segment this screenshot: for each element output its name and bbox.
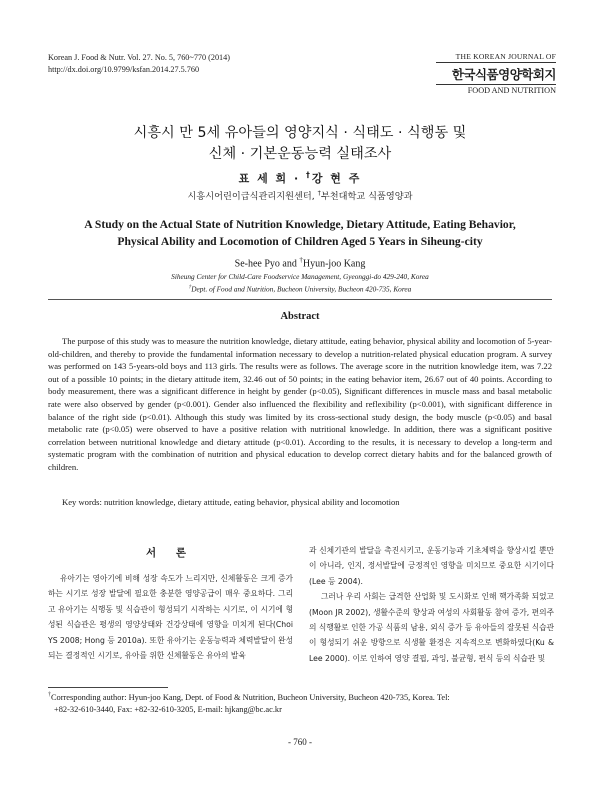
footnote-text-1: Corresponding author: Hyun-joo Kang, Dept. of Food & Nutrition, Bucheon University, Bucheon 420-735, Korea. Tel: [50,692,450,702]
corresponding-mark-en: † [299,256,303,264]
journal-logo [436,52,556,95]
title-en-line1: A Study on the Actual State of Nutrition Knowledge, Dietary Attitude, Eating Behavior, [84,218,516,231]
divider [48,299,552,300]
intro-paragraph-1: 유아기는 영아기에 비해 성장 속도가 느리지만, 신체활동은 크게 증가하는 시기로 성장 발달에 필요한 충분한 영양공급이 매우 중요하다. 그리고 유아기는 식행동 및 식습관이 형성되기 시작하는 시기로, 이 시기에 형성된 식습관은 평생의 영양상태와 건강상태에 영향을 미치게 된다(Choi YS 2008; Hong 등 2010a). 또한 유아기는 운동능력과 체력발달이 완성되는 결정적인 시기로, 유아를 위한 신체활동은 유아의 발육 [48,574,293,661]
right-column [309,543,554,666]
footnote-line2: +82-32-610-3440, Fax: +82-32-610-3205, E-mail: hjkang@bc.ac.kr [54,704,282,714]
journal-en-bottom: FOOD AND NUTRITION [467,86,556,95]
abstract-heading: Abstract [280,311,320,322]
citation-journal: Korean J. Food & Nutr. Vol. 27. No. 5, 760~770 (2014) [48,53,230,62]
affil-en-2: Dept. of Food and Nutrition, Bucheon University, Bucheon 420-735, Korea [191,284,412,294]
footnote-rule [48,687,168,688]
footnote [48,689,552,716]
affiliations-ko [0,188,600,202]
intro-paragraph-1-cont: 과 신체기관의 발달을 촉진시키고, 운동기능과 기초체력을 향상시킬 뿐만이 아니라, 인지, 정서발달에 긍정적인 영향을 미치므로 중요한 시기이다(Lee 등 2004). [309,546,554,586]
footnote-mark: † [48,692,51,698]
corresponding-mark: † [305,170,312,180]
author-en-1: Se-hee Pyo and [234,258,300,270]
title-en-line2: Physical Ability and Locomotion of Children Aged 5 Years in Siheung-city [117,235,483,248]
author-ko-1: 표 세 희 · [238,172,306,185]
affil-ko-1: 시흥시어린이급식관리지원센터, [187,191,318,202]
journal-ko: 한국식품영양학회지 [436,63,556,85]
author-en-2: Hyun-joo Kang [302,258,366,270]
abstract-body: The purpose of this study was to measure the nutrition knowledge, dietary attitude, eating behavior, physical ability and locomotion of 5-year-old-children, and thereby to provide the fundamental information necessary to develop a nutrition-related physical education program. A survey was performed on 143 5-years-old boys and 113 girls. The results were as follows. The average score in the nutrition knowledge item, was 7.22 out of a possible 10 points; in the dietary attitude item, 32.46 out of 50 points; in the eating behavior item, 26.67 out of 40 points. According to body measurement, there was a significant difference in height by gender (p<0.05), Significant differences in muscle mass and basal metabolic rate were also observed by gender (p<0.001). Gender also influenced the flexibility and reflexibility (p<0.001), with significant difference in balance of the right side (p<0.01). Although this study was limited by its cross-sectional study design, the body muscle (p<0.05) and basal metabolic rate (p<0.05) were observed to have a positive relation with nutritional knowledge. In addition, there was a significant positive correlation between nutritional knowledge and dietary attitude (p<0.01). According to the results, it is necessary to develop a long-term and systematic program with the combination of nutrition and physical education to develop correct dietary habits and for the balanced growth of children. [48,336,552,472]
citation-doi: http://dx.doi.org/10.9799/ksfan.2014.27.5.760 [48,65,200,74]
keywords: Key words: nutrition knowledge, dietary attitude, eating behavior, physical ability and locomotion [62,497,400,507]
authors-ko [0,170,600,186]
affil-en-mark: † [188,284,192,290]
section-heading-intro: 서 론 [146,547,194,559]
affiliations-en [0,272,600,294]
affil-en-2-line [0,282,600,294]
page-number: - 760 - [288,737,312,747]
journal-en-top: THE KOREAN JOURNAL OF [436,52,556,63]
left-column [48,571,293,663]
title-ko-line1: 시흥시 만 5세 유아들의 영양지식 · 식태도 · 식행동 및 [133,125,467,141]
affil-ko-2: 부천대학교 식품영양과 [320,191,413,202]
title-en [40,216,560,250]
affil-mark: † [317,188,321,197]
author-ko-2: 강 현 주 [311,172,362,185]
authors-en [0,256,600,269]
intro-paragraph-2: 그러나 우리 사회는 급격한 산업화 및 도시화로 인해 핵가족화 되었고(Moon JR 2002), 생활수준의 향상과 여성의 사회활동 참여 증가, 편의주의 식행활로 인한 가공 식품의 남용, 외식 증가 등 유아들의 잘못된 식습관이 형성되기 쉬운 방향으로 식생활 환경은 지속적으로 변화하였다(Ku & Lee 2000). 이로 인하여 영양 결핍, 과잉, 불균형, 편식 등의 식습관 및 [309,592,554,663]
citation-header [48,52,230,76]
footnote-line1 [48,689,552,704]
affil-en-1: Siheung Center for Child-Care Foodservice Management, Gyeonggi-do 429-240, Korea [171,272,429,281]
title-ko-line2: 신체 · 기본운동능력 실태조사 [208,146,392,162]
